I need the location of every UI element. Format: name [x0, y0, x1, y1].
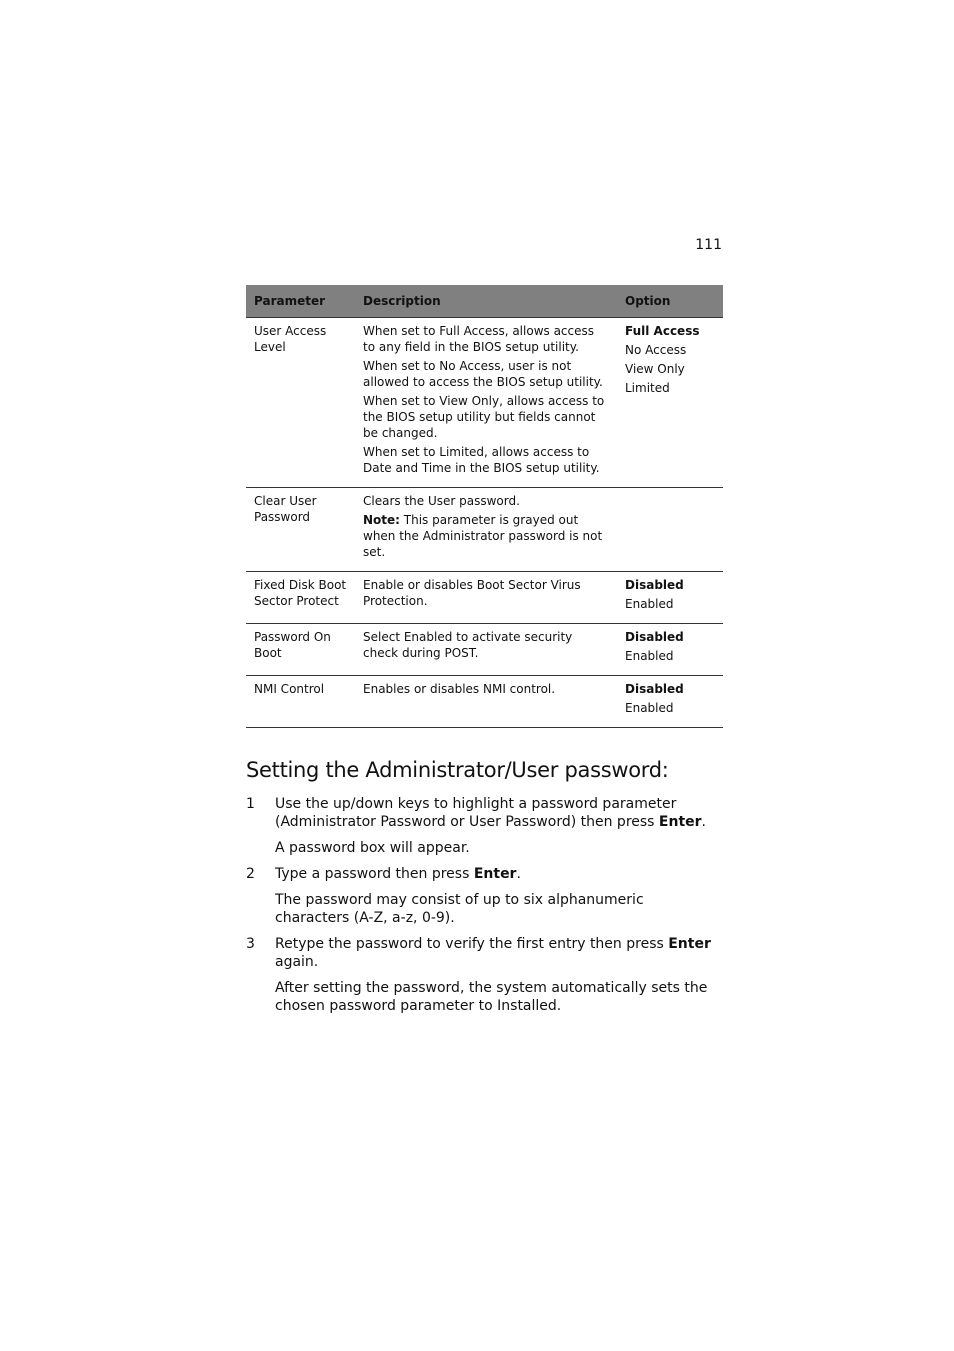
step-text-end: .	[516, 866, 521, 882]
option: View Only	[625, 362, 685, 376]
description-line: Enable or disables Boot Sector Virus Protection.	[363, 578, 581, 608]
note-text: This parameter is grayed out when the Administrator password is not set.	[363, 513, 603, 559]
description-line: When set to Full Access, allows access to any field in the BIOS setup utility.	[363, 324, 595, 354]
description-cell	[355, 488, 617, 572]
step-number: 1	[246, 796, 255, 812]
parameter-cell: User Access Level	[246, 318, 355, 488]
parameter-cell: Fixed Disk Boot Sector Protect	[246, 572, 355, 624]
table-row	[246, 572, 723, 624]
description-line: Select Enabled to activate security check during POST.	[363, 630, 573, 660]
description-cell	[355, 572, 617, 624]
step-item	[246, 865, 716, 883]
default-option: Disabled	[625, 630, 684, 644]
step-text: Type a password then press	[275, 866, 474, 882]
option: Enabled	[625, 597, 674, 611]
description-line: When set to View Only, allows access to the BIOS setup utility but fields cannot be changed.	[363, 394, 605, 440]
description-line: When set to Limited, allows access to Date and Time in the BIOS setup utility.	[363, 445, 600, 475]
option-cell	[617, 624, 723, 676]
note-label: Note:	[363, 513, 400, 527]
step-number: 3	[246, 936, 255, 952]
default-option: Disabled	[625, 682, 684, 696]
option: Enabled	[625, 701, 674, 715]
description-line: When set to No Access, user is not allowed to access the BIOS setup utility.	[363, 359, 603, 389]
header-option: Option	[617, 285, 723, 318]
parameter-cell: Password On Boot	[246, 624, 355, 676]
description-cell	[355, 676, 617, 728]
step-result: A password box will appear.	[275, 840, 470, 856]
step-item	[246, 935, 716, 971]
option-cell	[617, 676, 723, 728]
default-option: Full Access	[625, 324, 700, 338]
step-result: After setting the password, the system automatically sets the chosen password parameter to Installed.	[275, 980, 708, 1014]
step-text-end: .	[701, 814, 706, 830]
option-cell	[617, 488, 723, 572]
key-name: Enter	[473, 866, 517, 882]
key-name: Enter	[668, 936, 711, 952]
option: Limited	[625, 381, 670, 395]
step-text-end: again.	[275, 954, 319, 970]
step-number: 2	[246, 866, 255, 882]
parameter-cell: Clear User Password	[246, 488, 355, 572]
note	[363, 512, 609, 560]
table-row	[246, 488, 723, 572]
description-cell	[355, 318, 617, 488]
step-text: Use the up/down keys to highlight a password parameter (Administrator Password or User Password) then press	[275, 796, 677, 830]
header-parameter: Parameter	[246, 285, 355, 318]
header-description: Description	[355, 285, 617, 318]
description-cell	[355, 624, 617, 676]
table-row	[246, 624, 723, 676]
step-text: Retype the password to verify the first entry then press	[275, 936, 669, 952]
default-option: Disabled	[625, 578, 684, 592]
table-header-row	[246, 285, 723, 318]
description-line: Clears the User password.	[363, 494, 520, 508]
key-name: Enter	[658, 814, 702, 830]
parameter-cell: NMI Control	[246, 676, 355, 728]
section-title: Setting the Administrator/User password:	[246, 758, 669, 782]
step-result: The password may consist of up to six alphanumeric characters (A-Z, a-z, 0-9).	[275, 892, 644, 926]
page-number: 111	[695, 237, 722, 253]
option: No Access	[625, 343, 687, 357]
description-line: Enables or disables NMI control.	[363, 682, 556, 696]
step-item	[246, 795, 716, 831]
steps-list	[246, 795, 716, 1023]
option: Enabled	[625, 649, 674, 663]
table-row	[246, 676, 723, 728]
bios-security-table	[246, 285, 723, 728]
table-row	[246, 318, 723, 488]
option-cell	[617, 572, 723, 624]
option-cell	[617, 318, 723, 488]
